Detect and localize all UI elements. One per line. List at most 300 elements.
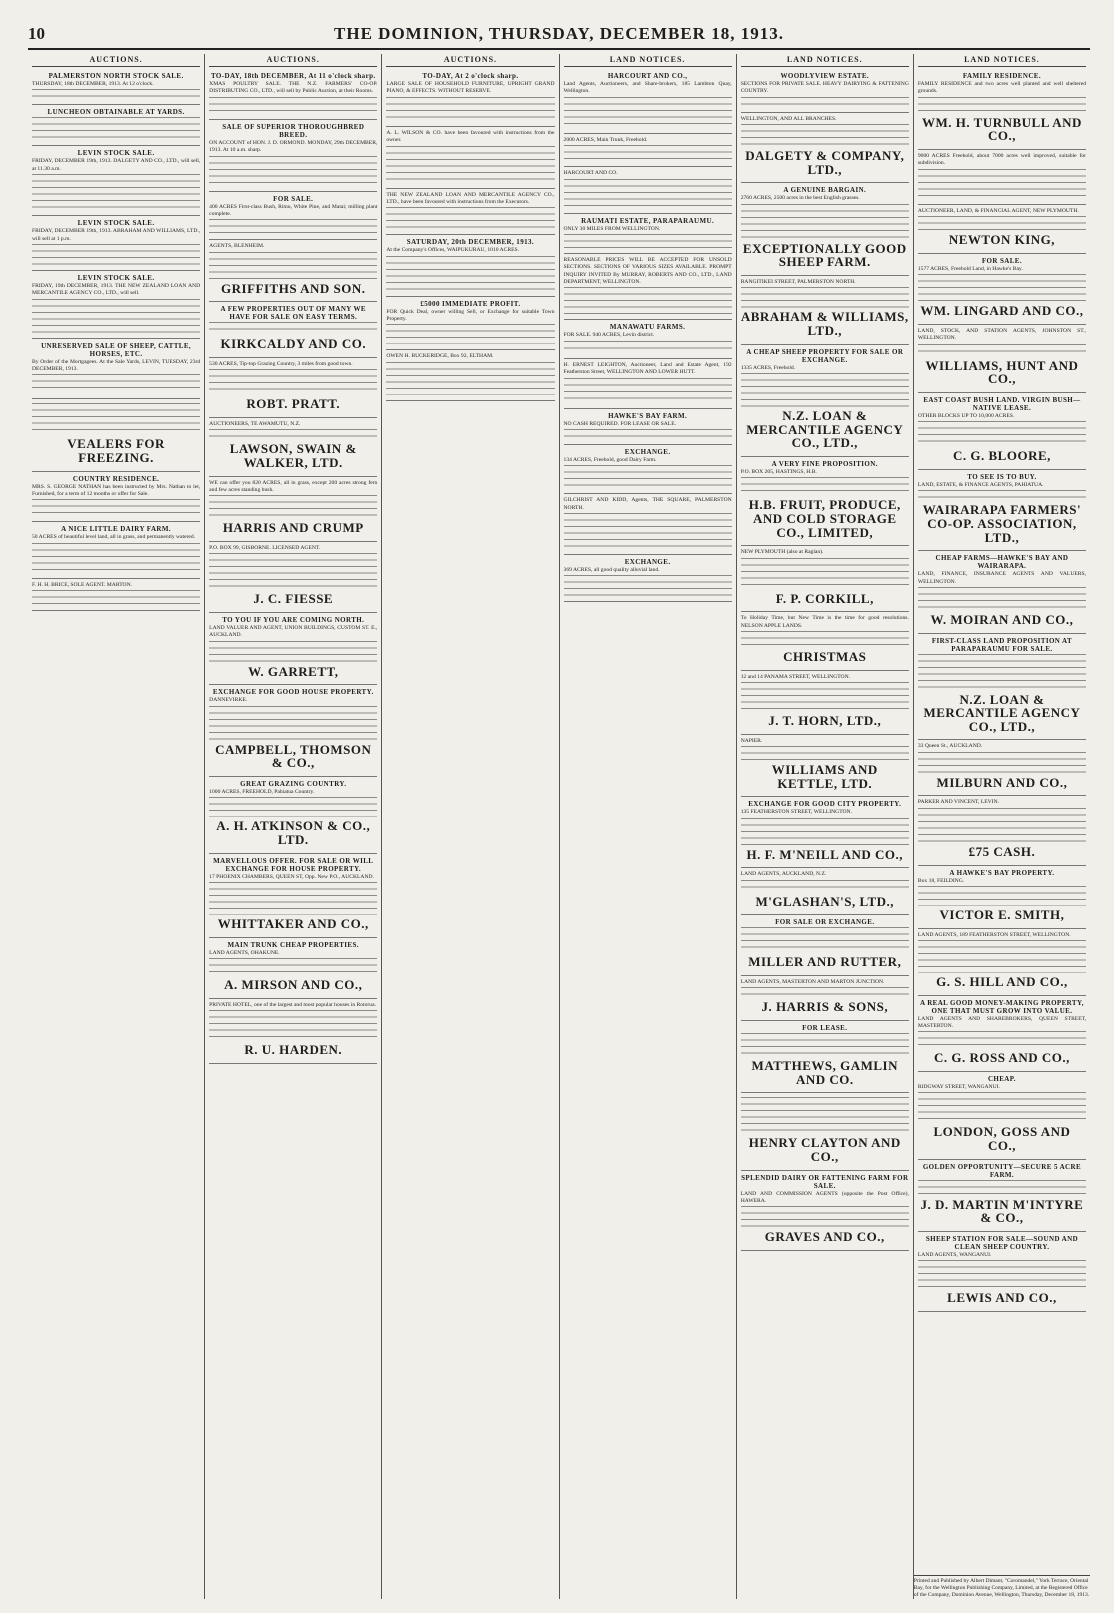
advertisement: [741, 612, 909, 670]
column-6: [914, 54, 1090, 1599]
fine-print-lines: [32, 590, 200, 605]
column-4: [560, 54, 737, 1599]
advertisement: [209, 192, 377, 241]
advertisement: [209, 542, 377, 613]
ad-body-text: Box 18, FEILDING.: [917, 877, 965, 884]
ad-body-text: FOR SALE. 940 ACRES, Levin district.: [563, 332, 655, 339]
fine-print-lines: [564, 341, 732, 353]
advertiser-name: LEWIS AND CO.,: [947, 1290, 1057, 1306]
ad-body-text: WELLINGTON, AND ALL BRANCHES.: [740, 115, 837, 122]
advertisement: [741, 797, 909, 868]
ad-heading: A REAL GOOD MONEY-MAKING PROPERTY, ONE THAT MUST GROW INTO VALUE.: [919, 998, 1084, 1015]
fine-print-lines: [209, 429, 377, 440]
fine-print-lines: [564, 429, 732, 439]
advertisement: [918, 1072, 1086, 1160]
advertisement: [564, 555, 732, 602]
advertiser-name: WM. LINGARD AND CO.,: [920, 303, 1084, 319]
ad-heading: A HAWKE'S BAY PROPERTY.: [949, 868, 1055, 877]
ad-heading: TO-DAY, At 2 o'clock sharp.: [422, 72, 519, 80]
advertiser-name: M'GLASHAN'S, LTD.,: [755, 893, 895, 909]
ad-body-text: P.O. BOX 99, GISBORNE. LICENSED AGENT.: [209, 544, 321, 551]
fine-print-lines: [564, 465, 732, 488]
advertiser-name: HENRY CLAYTON AND CO.,: [748, 1135, 901, 1164]
advertisement: [386, 69, 554, 127]
advertiser-name: CAMPBELL, THOMSON & CO.,: [215, 741, 372, 771]
advertiser-name: W. MOIRAN AND CO.,: [930, 611, 1074, 627]
ad-body-text: 1577 ACRES, Freehold Land, in Hawke's Bay.: [917, 265, 1023, 272]
fine-print-lines: [918, 808, 1086, 843]
ad-heading: CHEAP FARMS—HAWKE'S BAY AND WAIRARAPA.: [935, 554, 1069, 571]
ad-heading: UNRESERVED SALE OF SHEEP, CATTLE, HORSES, ETC.: [41, 341, 192, 358]
ad-body-text: PARKER AND VINCENT, LEVIN.: [917, 799, 1000, 806]
ad-heading: MANAWATU FARMS.: [609, 323, 686, 332]
advertisement: [564, 320, 732, 358]
fine-print-lines: [209, 369, 377, 395]
fine-print-lines: [209, 553, 377, 590]
ad-heading: FOR SALE.: [273, 194, 314, 203]
column-2: [205, 54, 382, 1599]
advertisement: [209, 240, 377, 302]
fine-print-lines: [918, 490, 1086, 501]
advertiser-name: C. G. BLOORE,: [953, 448, 1051, 464]
ad-heading: EXCHANGE.: [624, 447, 671, 456]
newspaper-title: THE DOMINION, THURSDAY, DECEMBER 18, 1913.: [334, 24, 784, 43]
advertisement: [32, 472, 200, 523]
advertiser-name: LAWSON, SWAIN & WALKER, LTD.: [229, 441, 357, 470]
fine-print-lines: [741, 373, 909, 407]
ad-body-text: H. ERNEST LEIGHTON, Auctioneer, Land and Estate Agent, 192 Featherston Street, WELLINGTON AND LOWER HUTT.: [563, 361, 732, 376]
advertisement: [918, 393, 1086, 470]
ad-body-text: 135 FEATHERSTON STREET, WELLINGTON.: [740, 809, 852, 816]
ad-heading: HARCOURT AND CO.,: [607, 72, 688, 80]
ad-heading: WOODLYVIEW ESTATE.: [780, 72, 870, 80]
advertisement: [564, 167, 732, 213]
ad-heading: RAUMATI ESTATE, PARAPARAUMU.: [581, 216, 715, 225]
column-heading: LAND NOTICES.: [564, 54, 732, 67]
ad-body-text: To Holiday Time, but New Time is the time for good resolutions. NELSON APPLE LANDS.: [740, 615, 909, 629]
fine-print-lines: [741, 124, 909, 147]
fine-print-lines: [741, 880, 909, 893]
ad-heading: TO-DAY, 18th DECEMBER, At 11 o'clock sharp.: [210, 72, 376, 80]
ad-body-text: NAPIER.: [740, 737, 763, 744]
ad-body-text: LAND AGENTS AND SHAREBROKERS, QUEEN STREET, MASTERTON.: [917, 1015, 1087, 1029]
advertiser-name: CHRISTMAS: [783, 649, 867, 665]
advertiser-name: N.Z. LOAN & MERCANTILE AGENCY CO., LTD.,: [923, 691, 1081, 734]
ad-body-text: PRIVATE HOTEL, one of the largest and most popular houses in Rotorua.: [209, 1001, 376, 1008]
advertisement: [564, 409, 732, 445]
ad-heading: HAWKE'S BAY FARM.: [608, 411, 688, 420]
advertiser-name: H. F. M'NEILL AND CO.,: [746, 846, 903, 862]
ad-body-text: By Order of the Mortgagees. At the Sale Yards, LEVIN, TUESDAY, 23rd DECEMBER, 1913.: [32, 358, 201, 372]
advertiser-name: N.Z. LOAN & MERCANTILE AGENCY CO., LTD.,: [746, 408, 904, 451]
ad-body-text: SECTIONS FOR PRIVATE SALE. HEAVY DAIRYING & FATTENING COUNTRY.: [740, 81, 909, 95]
fine-print-lines: [209, 495, 377, 519]
advertisement: [32, 146, 200, 216]
ad-body-text: ONLY 30 MILES FROM WELLINGTON.: [563, 225, 661, 232]
fine-print-lines: [918, 1092, 1086, 1123]
ad-body-text: OTHER BLOCKS UP TO 10,000 ACRES.: [917, 412, 1015, 419]
column-heading: LAND NOTICES.: [918, 54, 1086, 67]
fine-print-lines: [741, 204, 909, 240]
fine-print-lines: [564, 179, 732, 208]
advertiser-name: WHITTAKER AND CO.,: [217, 916, 369, 932]
fine-print-lines: [209, 97, 377, 114]
fine-print-lines: [32, 543, 200, 573]
ad-body-text: RANGITIKEI STREET, PALMERSTON NORTH.: [740, 279, 856, 286]
ad-body-text: 50 ACRES of beautiful level land, all in grass, and permanently watered.: [32, 534, 196, 541]
advertisement: [386, 189, 554, 236]
advertisement: [741, 868, 909, 915]
advertiser-name: H.B. FRUIT, PRODUCE, AND COLD STORAGE CO., LIMITED,: [748, 497, 901, 540]
ad-body-text: AUCTIONEER, LAND, & FINANCIAL AGENT, NEW PLYMOUTH.: [917, 207, 1079, 214]
fine-print-lines: [918, 587, 1086, 611]
ad-heading: SPLENDID DAIRY OR FATTENING FARM FOR SALE.: [741, 1173, 909, 1190]
fine-print-lines: [209, 156, 377, 186]
fine-print-lines: [918, 654, 1086, 691]
advertisement: [741, 457, 909, 546]
ad-body-text: 530 ACRES, Tip-top Grazing Country, 3 miles from good town.: [209, 360, 353, 367]
advertisement: [32, 579, 200, 611]
advertisement: [564, 494, 732, 555]
ad-body-text: AGENTS, BLENHEIM.: [209, 243, 265, 250]
advertiser-name: WILLIAMS, HUNT AND CO.,: [925, 357, 1079, 387]
advertisement: [209, 685, 377, 777]
ad-heading: LUNCHEON OBTAINABLE AT YARDS.: [47, 108, 185, 117]
column-1: [28, 54, 205, 1599]
ad-body-text: 1335 ACRES, Freehold.: [740, 364, 796, 371]
fine-print-lines: [209, 882, 377, 915]
advertisement: [741, 915, 909, 976]
fine-print-lines: [564, 378, 732, 403]
ad-body-text: REASONABLE PRICES WILL BE ACCEPTED FOR UNSOLD SECTIONS. SECTIONS OF VARIOUS SIZES AVAILABLE. PROMPT INQUIRY INVITED By MURRAY, ROBERTS AND CO., LTD., LAND DEPARTMENT, WELLINGTON.: [563, 256, 732, 285]
advertisement: [386, 350, 554, 400]
advertiser-name: DALGETY & COMPANY, LTD.,: [745, 148, 905, 177]
fine-print-lines: [741, 477, 909, 496]
advertisement: [741, 69, 909, 113]
ad-body-text: 2000 ACRES, Main Trunk, Freehold.: [563, 136, 648, 143]
fine-print-lines: [741, 631, 909, 648]
ad-body-text: 1000 ACRES, FREEHOLD, Pahiatua Country.: [209, 789, 315, 796]
ad-body-text: LAND, STOCK, AND STATION AGENTS, JOHNSTON ST., WELLINGTON.: [917, 327, 1087, 342]
ad-heading: LEVIN STOCK SALE.: [77, 273, 155, 282]
column-5: [737, 54, 914, 1599]
masthead: [28, 22, 1090, 50]
advertisement: [564, 214, 732, 254]
advertisement: [918, 1160, 1086, 1232]
ad-body-text: FAMILY RESIDENCE and two acres well planted and well sheltered grounds.: [917, 81, 1087, 95]
ad-body-text: 33 Queen St., AUCKLAND.: [917, 743, 983, 750]
advertiser-name: LONDON, GOSS AND CO.,: [933, 1124, 1071, 1153]
fine-print-lines: [918, 1260, 1086, 1289]
fine-print-lines: [386, 362, 554, 395]
fine-print-lines: [741, 818, 909, 846]
fine-print-lines: [918, 1180, 1086, 1196]
advertiser-name: J. T. HORN, LTD.,: [768, 713, 882, 729]
fine-print-lines: [209, 641, 377, 663]
printer-imprint: Printed and Published by Albert Dimant, "Coromandel," York Terrace, Oriental Bay, for the Wellington Publishing Company, Limited, at the Registered Office of the Company, Dominion Avenue, Wellington, Thursday, December 18, 1913.: [914, 1575, 1090, 1599]
ad-heading: TO SEE IS TO BUY.: [967, 472, 1037, 481]
ad-body-text: XMAS POULTRY SALE. THE N.Z. FARMERS' CO-OP. DISTRIBUTING CO., LTD., will sell by Public Auction, at their Rooms.: [209, 81, 378, 95]
fine-print-lines: [32, 89, 200, 99]
advertisement: [741, 976, 909, 1021]
advertisement: [32, 69, 200, 105]
column-3: [382, 54, 559, 1599]
advertisement: [564, 134, 732, 167]
advertisement: [741, 276, 909, 345]
advertisement: [209, 999, 377, 1064]
fine-print-lines: [32, 374, 200, 393]
ad-heading: TO YOU IF YOU ARE COMING NORTH.: [222, 615, 365, 624]
ad-body-text: P.O. BOX 205, HASTINGS, H.B.: [740, 469, 817, 476]
advertiser-name: EXCEPTIONALLY GOOD SHEEP FARM.: [742, 240, 907, 270]
ad-body-text: MRS. S. GEORGE NATHAN has been instructed by Mrs. Nathan to let, Furnished, for a term of 12 months or offer for Sale.: [32, 483, 201, 498]
advertiser-name: MILLER AND RUTTER,: [748, 954, 902, 970]
ad-heading: CHEAP.: [987, 1074, 1016, 1083]
advertiser-name: J. HARRIS & SONS,: [761, 999, 889, 1015]
ad-body-text: FOR Quick Deal, owner willing Sell, or Exchange for suitable Town Property.: [386, 308, 555, 322]
advertiser-name: WM. H. TURNBULL AND CO.,: [922, 114, 1082, 144]
ad-heading: EXCHANGE.: [624, 558, 671, 566]
ad-body-text: 9000 ACRES Freehold, about 7000 acres well improved, suitable for subdivision.: [917, 153, 1087, 167]
advertisement: [918, 929, 1086, 996]
fine-print-lines: [918, 344, 1086, 357]
ad-body-text: FRIDAY, 19th DECEMBER, 1913. THE NEW ZEALAND LOAN AND MERCANTILE AGENCY CO., LTD., will sell.: [32, 282, 201, 297]
fine-print-lines: [386, 256, 554, 291]
advertiser-name: NEWTON KING,: [948, 232, 1056, 248]
advertisement: [741, 1093, 909, 1170]
advertisement: [209, 302, 377, 358]
ad-heading: EAST COAST BUSH LAND. VIRGIN BUSH—NATIVE LEASE.: [923, 395, 1081, 412]
fine-print-lines: [386, 324, 554, 344]
ad-body-text: OWEN H. BUCKERIDGE, Box 92, ELTHAM.: [386, 353, 494, 360]
ad-heading: A CHEAP SHEEP PROPERTY FOR SALE OR EXCHANGE.: [746, 347, 904, 364]
ad-body-text: NO CASH REQUIRED. FOR LEASE OR SALE.: [563, 420, 677, 427]
advertisement: [918, 996, 1086, 1072]
fine-print-lines: [564, 287, 732, 314]
advertisement: [918, 796, 1086, 865]
ad-heading: COUNTRY RESIDENCE.: [72, 474, 160, 483]
advertisement: [209, 69, 377, 120]
page-number: 10: [28, 24, 45, 43]
advertisement: [741, 735, 909, 798]
ad-heading: FOR LEASE.: [802, 1024, 848, 1033]
ad-body-text: 2760 ACRES, 2500 acres in the best English grasses.: [740, 195, 860, 202]
ad-body-text: WE can offer you 820 ACRES, all in grass, except 200 acres strong fern and few acres standing bush.: [209, 479, 378, 493]
fine-print-lines: [564, 97, 732, 128]
fine-print-lines: [209, 706, 377, 741]
column-heading: LAND NOTICES.: [741, 54, 909, 67]
ad-body-text: THE NEW ZEALAND LOAN AND MERCANTILE AGENCY CO., LTD., have been favoured with instructions from the Executors.: [386, 191, 555, 205]
ad-heading: £5000 IMMEDIATE PROFIT.: [420, 299, 521, 308]
column-heading: AUCTIONS.: [386, 54, 554, 67]
advertiser-name: VICTOR E. SMITH,: [939, 906, 1065, 922]
advertisement: [32, 271, 200, 339]
advertiser-name: KIRKCALDY AND CO.: [220, 336, 367, 352]
ad-body-text: GILCHRIST AND KIDD, Agents, THE SQUARE, PALMERSTON NORTH.: [563, 497, 732, 511]
advertisement: [386, 127, 554, 189]
ad-body-text: LAND AGENTS, OHAKUNE.: [209, 949, 280, 956]
ad-body-text: Land Agents, Auctioneers, and Share-brokers, 185 Lambton Quay, Wellington.: [563, 81, 732, 95]
ad-body-text: LAND AGENTS, WANGANUI.: [917, 1251, 992, 1258]
fine-print-lines: [918, 169, 1086, 199]
fine-print-lines: [32, 499, 200, 516]
advertiser-name: A. MIRSON AND CO.,: [224, 977, 363, 993]
ad-body-text: 400 ACRES First-class Bush, Rimu, White Pine, and Matai; milling plant complete.: [209, 203, 378, 217]
advertiser-name: A. H. ATKINSON & CO., LTD.: [216, 818, 371, 848]
fine-print-lines: [32, 244, 200, 265]
advertisement: [741, 113, 909, 184]
advertisement: [741, 1021, 909, 1093]
ad-body-text: 12 and 14 PANAMA STREET, WELLINGTON.: [740, 673, 851, 680]
advertisement: [209, 120, 377, 192]
ad-heading: FOR SALE.: [981, 256, 1023, 265]
ad-heading: A VERY FINE PROPOSITION.: [771, 460, 878, 469]
ad-body-text: 369 ACRES, all good quality alluvial land.: [563, 567, 660, 573]
fine-print-lines: [741, 927, 909, 953]
advertisement: [209, 938, 377, 999]
advertisement: [209, 777, 377, 854]
advertiser-name: MATTHEWS, GAMLIN AND CO.: [751, 1058, 898, 1087]
advertisement: [209, 358, 377, 418]
ad-body-text: DANNEVIRKE.: [209, 697, 248, 704]
advertisement: [918, 634, 1086, 741]
advertisement: [32, 216, 200, 271]
advertiser-name: G. S. HILL AND CO.,: [936, 973, 1068, 989]
advertisement: [918, 205, 1086, 254]
advertiser-name: MILBURN AND CO.,: [936, 774, 1068, 790]
ad-heading: LEVIN STOCK SALE.: [77, 149, 155, 158]
advertiser-name: J. D. MARTIN M'INTYRE & CO.,: [920, 1196, 1084, 1226]
fine-print-lines: [918, 421, 1086, 447]
fine-print-lines: [32, 299, 200, 333]
fine-print-lines: [741, 1097, 909, 1134]
advertisement: [741, 345, 909, 457]
advertisement: [741, 546, 909, 612]
ad-body-text: At the Company's Offices, WAIPUKURAU, 1010 ACRES.: [386, 247, 520, 254]
fine-print-lines: [741, 682, 909, 712]
column-heading: AUCTIONS.: [32, 54, 200, 67]
advertisement: [209, 418, 377, 477]
ad-heading: A GENUINE BARGAIN.: [783, 186, 867, 195]
ad-heading: SATURDAY, 20th DECEMBER, 1913.: [406, 238, 535, 247]
advertisement: [918, 325, 1086, 393]
fine-print-lines: [918, 274, 1086, 302]
advertisement: [918, 69, 1086, 150]
fine-print-lines: [918, 97, 1086, 114]
advertiser-name: C. G. ROSS AND CO.,: [933, 1050, 1070, 1066]
ad-heading: A FEW PROPERTIES OUT OF MANY WE HAVE FOR SALE ON EASY TERMS.: [220, 305, 366, 322]
ad-body-text: LAND AGENTS, AUCKLAND, N.Z.: [740, 871, 827, 878]
ad-body-text: LAND AGENTS, MASTERTON AND MARTON JUNCTION.: [740, 979, 885, 986]
advertisement: [918, 866, 1086, 929]
advertisement: [918, 740, 1086, 796]
fine-print-lines: [741, 987, 909, 998]
advertiser-name: J. C. FIESSE: [253, 591, 334, 607]
ad-body-text: FRIDAY, DECEMBER 19th, 1913. DALGETY AND CO., LTD., will sell, at 11.30 a.m.: [32, 158, 201, 172]
ad-body-text: LARGE SALE OF HOUSEHOLD FURNITURE, UPRIGHT GRAND PIANO, & EFFECTS. WITHOUT RESERVE.: [386, 81, 555, 95]
ad-heading: EXCHANGE FOR GOOD CITY PROPERTY.: [748, 800, 902, 809]
advertisement: [386, 235, 554, 296]
advertiser-name: VEALERS FOR FREEZING.: [67, 436, 165, 466]
ad-heading: SHEEP STATION FOR SALE—SOUND AND CLEAN SHEEP COUNTRY.: [925, 1234, 1079, 1251]
advertiser-name: R. U. HARDEN.: [244, 1042, 343, 1058]
fine-print-lines: [564, 234, 732, 248]
fine-print-lines: [386, 97, 554, 121]
ad-body-text: LAND AGENTS, 189 FEATHERSTON STREET, WELLINGTON.: [917, 931, 1071, 938]
fine-print-lines: [564, 513, 732, 549]
fine-print-lines: [209, 322, 377, 335]
fine-print-lines: [918, 216, 1086, 231]
advertisement: [209, 477, 377, 542]
advertisement: [918, 254, 1086, 325]
advertisement: [32, 105, 200, 146]
ad-body-text: F. H. H. BRICE, SOLE AGENT. MARTON.: [32, 581, 133, 588]
advertiser-name: ABRAHAM & WILLIAMS, LTD.,: [740, 309, 909, 339]
column-heading: AUCTIONS.: [209, 54, 377, 67]
ad-body-text: A. L. WILSON & CO. have been favoured with instructions from the owner.: [386, 129, 555, 144]
fine-print-lines: [209, 797, 377, 817]
advertisement-columns: [28, 54, 1090, 1599]
advertiser-name: HARRIS AND CRUMP: [222, 520, 364, 536]
ad-heading: MAIN TRUNK CHEAP PROPERTIES.: [227, 940, 359, 949]
ad-body-text: 134 ACRES, Freehold, good Dairy Farm.: [563, 456, 657, 463]
advertisement: [32, 399, 200, 471]
ad-heading: MARVELLOUS OFFER. FOR SALE OR WILL EXCHANGE FOR HOUSE PROPERTY.: [213, 856, 374, 873]
fine-print-lines: [32, 117, 200, 140]
fine-print-lines: [386, 146, 554, 183]
advertiser-name: WAIRARAPA FARMERS' CO-OP. ASSOCIATION, LTD.,: [922, 502, 1082, 545]
fine-print-lines: [386, 207, 554, 229]
ad-body-text: THURSDAY, 18th DECEMBER, 1913. At 12 o'clock.: [32, 81, 154, 87]
advertiser-name: £75 CASH.: [968, 843, 1036, 859]
advertiser-name: ROBT. PRATT.: [246, 396, 341, 412]
fine-print-lines: [209, 252, 377, 280]
fine-print-lines: [741, 1033, 909, 1057]
advertisement: [741, 1171, 909, 1251]
fine-print-lines: [918, 940, 1086, 973]
ad-body-text: LAND, FINANCE, INSURANCE AGENTS AND VALUERS, WELLINGTON.: [917, 571, 1087, 585]
fine-print-lines: [564, 145, 732, 161]
advertisement: [918, 470, 1086, 551]
fine-print-lines: [918, 752, 1086, 774]
ad-heading: FOR SALE OR EXCHANGE.: [775, 918, 875, 927]
ad-body-text: RIDGWAY STREET, WANGANUI.: [917, 1083, 1000, 1090]
fine-print-lines: [918, 886, 1086, 906]
fine-print-lines: [209, 958, 377, 976]
ad-heading: A NICE LITTLE DAIRY FARM.: [61, 525, 172, 534]
advertisement: [918, 150, 1086, 205]
ad-heading: SALE OF SUPERIOR THOROUGHBRED BREED.: [222, 122, 365, 139]
fine-print-lines: [209, 219, 377, 234]
ad-heading: GREAT GRAZING COUNTRY.: [240, 780, 347, 789]
advertisement: [32, 339, 200, 400]
advertisement: [918, 1232, 1086, 1312]
advertisement: [564, 445, 732, 494]
advertiser-name: W. GARRETT,: [248, 663, 339, 679]
advertisement: [564, 359, 732, 409]
fine-print-lines: [32, 174, 200, 210]
ad-body-text: AUCTIONEERS, TE AWAMUTU, N.Z.: [209, 420, 301, 427]
advertisement: [32, 522, 200, 578]
ad-heading: GOLDEN OPPORTUNITY—SECURE 5 ACRE FARM.: [922, 1162, 1082, 1179]
advertisement: [741, 183, 909, 276]
fine-print-lines: [32, 403, 200, 435]
ad-body-text: NEW PLYMOUTH (also at Raglan).: [740, 549, 824, 556]
ad-heading: PALMERSTON NORTH STOCK SALE.: [48, 72, 184, 80]
advertiser-name: GRAVES AND CO.,: [764, 1229, 885, 1245]
advertisement: [209, 854, 377, 938]
advertiser-name: F. P. CORKILL,: [775, 590, 874, 606]
